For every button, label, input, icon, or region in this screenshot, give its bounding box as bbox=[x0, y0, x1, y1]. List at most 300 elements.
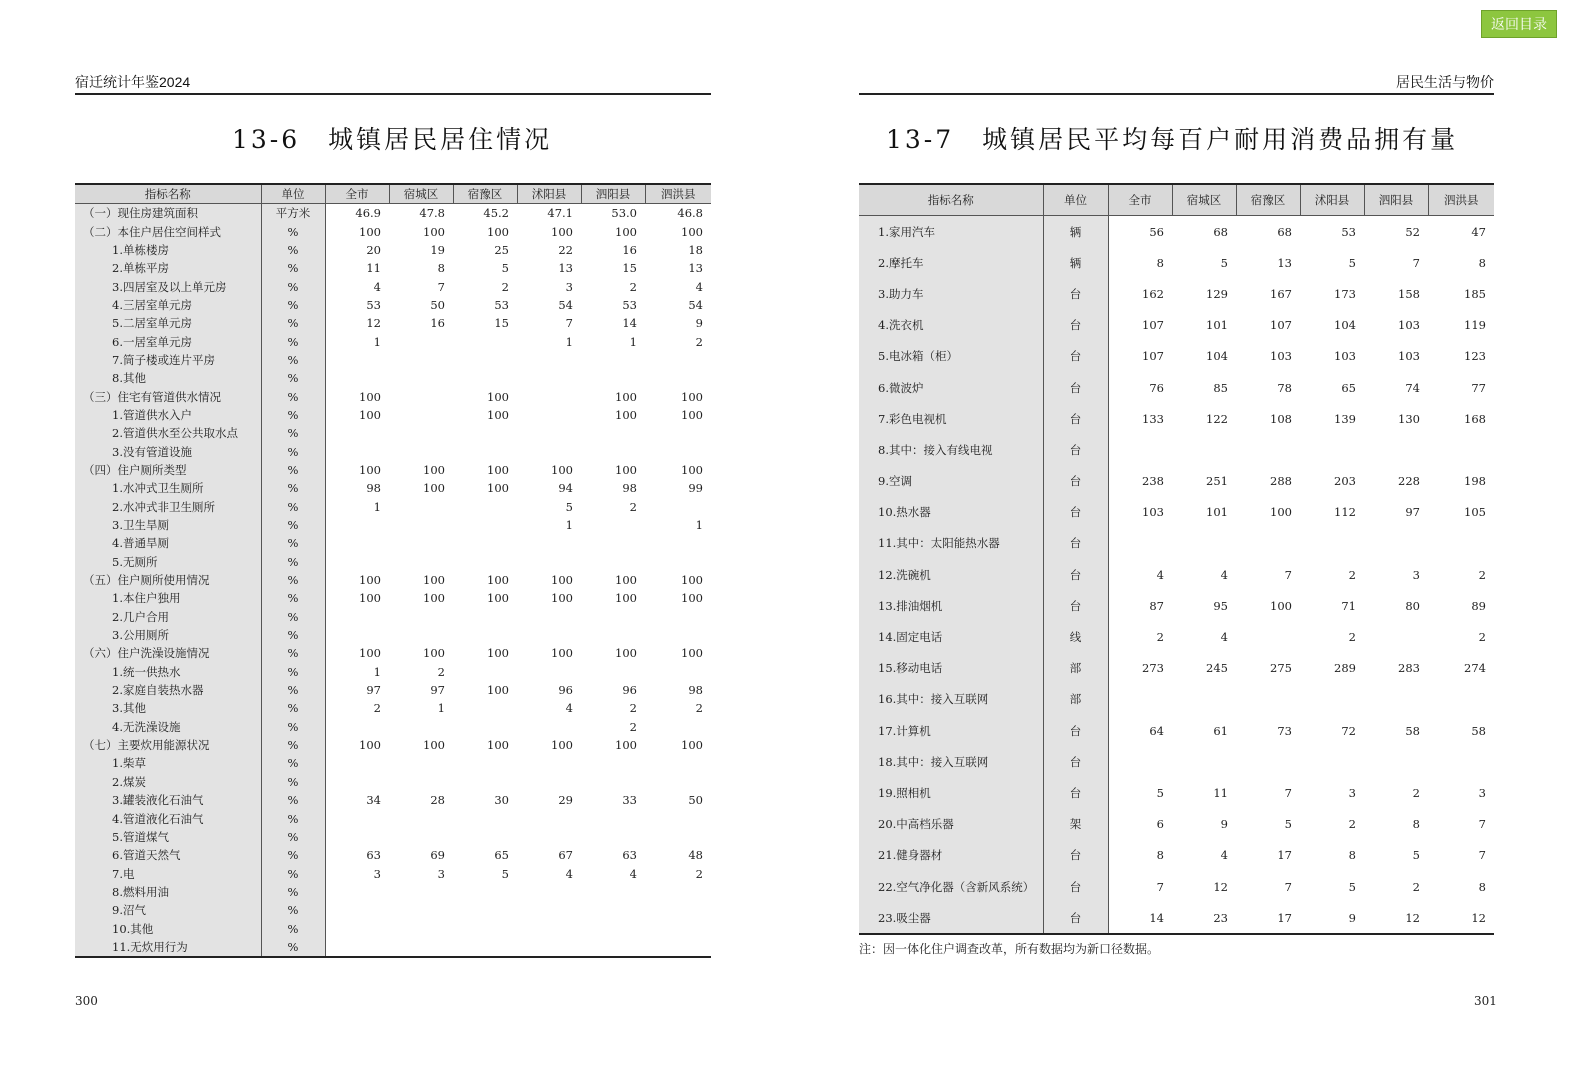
cell-value: 100 bbox=[359, 389, 381, 404]
row-label: 3.卫生旱厕 bbox=[75, 516, 261, 534]
cell-value bbox=[645, 828, 711, 846]
table-row bbox=[75, 332, 711, 350]
cell-value: 100 bbox=[423, 738, 445, 753]
cell-value bbox=[325, 608, 389, 626]
cell-value: 2 bbox=[695, 334, 703, 349]
row-unit: % bbox=[261, 314, 325, 332]
cell-value bbox=[325, 919, 389, 937]
table-row bbox=[859, 684, 1494, 715]
cell-value bbox=[581, 553, 645, 571]
cell-value bbox=[325, 516, 389, 534]
cell-value bbox=[645, 626, 711, 644]
cell-value: 4 bbox=[565, 866, 573, 881]
cell-value: 185 bbox=[1464, 286, 1486, 301]
cell-value: 9 bbox=[1220, 817, 1228, 832]
table-row bbox=[859, 840, 1494, 871]
cell-value bbox=[581, 809, 645, 827]
cell-value bbox=[325, 809, 389, 827]
row-unit: % bbox=[261, 809, 325, 827]
cell-value: 17 bbox=[1277, 848, 1292, 863]
table-row bbox=[75, 919, 711, 937]
cell-value bbox=[453, 663, 517, 681]
cell-value: 4 bbox=[373, 279, 381, 294]
cell-value: 47.8 bbox=[419, 206, 445, 221]
cell-value bbox=[517, 883, 581, 901]
cell-value bbox=[517, 718, 581, 736]
cell-value: 1 bbox=[373, 664, 381, 679]
column-header: 单位 bbox=[1043, 184, 1108, 216]
table-row bbox=[75, 828, 711, 846]
cell-value: 4 bbox=[1220, 630, 1228, 645]
cell-value: 100 bbox=[423, 573, 445, 588]
table-row bbox=[75, 498, 711, 516]
row-unit: % bbox=[261, 259, 325, 277]
cell-value: 107 bbox=[1142, 318, 1164, 333]
row-label: 4.普通旱厕 bbox=[75, 534, 261, 552]
cell-value: 8 bbox=[1156, 255, 1164, 270]
table-row bbox=[75, 222, 711, 240]
cell-value bbox=[325, 626, 389, 644]
cell-value: 273 bbox=[1142, 661, 1164, 676]
cell-value: 19 bbox=[430, 242, 445, 257]
cell-value bbox=[453, 828, 517, 846]
cell-value: 100 bbox=[681, 591, 703, 606]
cell-value bbox=[453, 919, 517, 937]
back-to-contents-button[interactable]: 返回目录 bbox=[1481, 10, 1557, 38]
table-row bbox=[75, 663, 711, 681]
cell-value bbox=[645, 442, 711, 460]
table-row bbox=[75, 351, 711, 369]
cell-value: 7 bbox=[1284, 785, 1292, 800]
cell-value: 100 bbox=[615, 573, 637, 588]
cell-value: 289 bbox=[1334, 661, 1356, 676]
cell-value: 100 bbox=[423, 591, 445, 606]
row-label: 1.本住户独用 bbox=[75, 589, 261, 607]
cell-value bbox=[1364, 684, 1428, 715]
column-header: 泗洪县 bbox=[1428, 184, 1494, 216]
cell-value bbox=[453, 369, 517, 387]
cell-value: 4 bbox=[695, 279, 703, 294]
row-label: 10.其他 bbox=[75, 919, 261, 937]
column-header: 宿城区 bbox=[389, 184, 453, 204]
cell-value bbox=[1428, 684, 1494, 715]
column-header: 全市 bbox=[325, 184, 389, 204]
cell-value bbox=[517, 424, 581, 442]
cell-value: 2 bbox=[695, 701, 703, 716]
cell-value: 58 bbox=[1471, 723, 1486, 738]
cell-value bbox=[645, 498, 711, 516]
row-label: 2.水冲式非卫生厕所 bbox=[75, 498, 261, 516]
cell-value: 100 bbox=[359, 591, 381, 606]
cell-value: 139 bbox=[1334, 411, 1356, 426]
cell-value bbox=[453, 718, 517, 736]
cell-value bbox=[1364, 746, 1428, 777]
row-unit: 台 bbox=[1043, 746, 1108, 777]
cell-value bbox=[389, 387, 453, 405]
cell-value bbox=[1300, 528, 1364, 559]
cell-value: 100 bbox=[681, 389, 703, 404]
cell-value: 14 bbox=[622, 316, 637, 331]
row-unit: 线 bbox=[1043, 621, 1108, 652]
row-unit: % bbox=[261, 332, 325, 350]
row-label: 23.吸尘器 bbox=[859, 902, 1043, 934]
cell-value: 89 bbox=[1471, 598, 1486, 613]
row-unit: % bbox=[261, 626, 325, 644]
cell-value bbox=[325, 754, 389, 772]
row-label: （三）住宅有管道供水情况 bbox=[75, 387, 261, 405]
cell-value: 100 bbox=[681, 407, 703, 422]
cell-value: 98 bbox=[622, 481, 637, 496]
table-row bbox=[75, 204, 711, 223]
table-row bbox=[75, 718, 711, 736]
cell-value bbox=[645, 663, 711, 681]
cell-value: 13 bbox=[558, 261, 573, 276]
cell-value bbox=[453, 938, 517, 957]
cell-value: 100 bbox=[615, 389, 637, 404]
cell-value bbox=[1108, 528, 1172, 559]
cell-value bbox=[645, 901, 711, 919]
cell-value: 6 bbox=[1156, 817, 1164, 832]
cell-value bbox=[389, 773, 453, 791]
table-row bbox=[75, 424, 711, 442]
column-header: 沭阳县 bbox=[517, 184, 581, 204]
cell-value: 100 bbox=[487, 591, 509, 606]
cell-value: 2 bbox=[373, 701, 381, 716]
row-label: 3.没有管道设施 bbox=[75, 442, 261, 460]
table-row bbox=[859, 902, 1494, 934]
table-row bbox=[75, 681, 711, 699]
cell-value: 50 bbox=[430, 297, 445, 312]
row-label: （五）住户厕所使用情况 bbox=[75, 571, 261, 589]
cell-value: 100 bbox=[615, 462, 637, 477]
cell-value: 69 bbox=[430, 848, 445, 863]
table-row bbox=[75, 479, 711, 497]
cell-value: 2 bbox=[1348, 567, 1356, 582]
row-label: 11.其中：太阳能热水器 bbox=[859, 528, 1043, 559]
table-row bbox=[75, 369, 711, 387]
cell-value: 5 bbox=[1348, 879, 1356, 894]
cell-value: 53 bbox=[622, 297, 637, 312]
table-row bbox=[75, 571, 711, 589]
cell-value: 2 bbox=[1412, 785, 1420, 800]
row-unit: % bbox=[261, 534, 325, 552]
cell-value: 1 bbox=[629, 334, 637, 349]
cell-value: 61 bbox=[1213, 723, 1228, 738]
cell-value: 30 bbox=[494, 793, 509, 808]
row-label: 15.移动电话 bbox=[859, 653, 1043, 684]
cell-value bbox=[1108, 746, 1172, 777]
cell-value: 7 bbox=[1478, 848, 1486, 863]
cell-value: 47 bbox=[1471, 224, 1486, 239]
column-header: 泗洪县 bbox=[645, 184, 711, 204]
row-label: 2.摩托车 bbox=[859, 247, 1043, 278]
cell-value: 100 bbox=[681, 738, 703, 753]
cell-value: 133 bbox=[1142, 411, 1164, 426]
cell-value: 100 bbox=[681, 646, 703, 661]
cell-value: 100 bbox=[487, 683, 509, 698]
cell-value bbox=[517, 901, 581, 919]
table-row bbox=[859, 746, 1494, 777]
cell-value bbox=[1108, 434, 1172, 465]
row-unit: % bbox=[261, 442, 325, 460]
cell-value: 100 bbox=[487, 462, 509, 477]
cell-value: 22 bbox=[558, 242, 573, 257]
row-label: 21.健身器材 bbox=[859, 840, 1043, 871]
row-unit: 架 bbox=[1043, 809, 1108, 840]
cell-value: 119 bbox=[1464, 318, 1486, 333]
cell-value bbox=[453, 332, 517, 350]
row-label: 1.管道供水入户 bbox=[75, 406, 261, 424]
cell-value bbox=[1300, 684, 1364, 715]
cell-value: 4 bbox=[565, 701, 573, 716]
row-label: 5.无厕所 bbox=[75, 553, 261, 571]
table-header-row bbox=[75, 184, 711, 204]
cell-value: 5 bbox=[1220, 255, 1228, 270]
cell-value: 53 bbox=[494, 297, 509, 312]
cell-value bbox=[389, 809, 453, 827]
cell-value: 100 bbox=[681, 573, 703, 588]
column-header: 指标名称 bbox=[859, 184, 1043, 216]
cell-value: 11 bbox=[1213, 785, 1228, 800]
cell-value: 108 bbox=[1270, 411, 1292, 426]
cell-value: 13 bbox=[1277, 255, 1292, 270]
cell-value: 46.8 bbox=[677, 206, 703, 221]
row-unit: % bbox=[261, 351, 325, 369]
row-unit: 平方米 bbox=[261, 204, 325, 223]
table-row bbox=[75, 736, 711, 754]
row-unit: 台 bbox=[1043, 310, 1108, 341]
table-row bbox=[859, 466, 1494, 497]
table-row bbox=[75, 754, 711, 772]
cell-value: 96 bbox=[558, 683, 573, 698]
row-unit: 台 bbox=[1043, 840, 1108, 871]
row-unit: % bbox=[261, 681, 325, 699]
table-row bbox=[75, 883, 711, 901]
row-unit: 台 bbox=[1043, 590, 1108, 621]
row-label: 16.其中：接入互联网 bbox=[859, 684, 1043, 715]
table-row bbox=[75, 259, 711, 277]
table-row bbox=[75, 442, 711, 460]
cell-value: 5 bbox=[565, 499, 573, 514]
cell-value: 94 bbox=[558, 481, 573, 496]
cell-value: 8 bbox=[1412, 817, 1420, 832]
row-label: 6.一居室单元房 bbox=[75, 332, 261, 350]
cell-value: 167 bbox=[1270, 286, 1292, 301]
cell-value: 100 bbox=[487, 573, 509, 588]
cell-value bbox=[1172, 746, 1236, 777]
table-row bbox=[75, 553, 711, 571]
cell-value: 3 bbox=[437, 866, 445, 881]
cell-value bbox=[325, 553, 389, 571]
row-label: 8.燃料用油 bbox=[75, 883, 261, 901]
cell-value: 5 bbox=[1348, 255, 1356, 270]
cell-value bbox=[389, 828, 453, 846]
row-unit: % bbox=[261, 864, 325, 882]
column-header: 宿豫区 bbox=[453, 184, 517, 204]
cell-value: 8 bbox=[1348, 848, 1356, 863]
row-label: （一）现住房建筑面积 bbox=[75, 204, 261, 223]
cell-value: 100 bbox=[615, 224, 637, 239]
cell-value: 8 bbox=[1478, 879, 1486, 894]
cell-value bbox=[453, 883, 517, 901]
cell-value bbox=[581, 773, 645, 791]
table-row bbox=[75, 461, 711, 479]
cell-value: 100 bbox=[487, 481, 509, 496]
cell-value: 95 bbox=[1213, 598, 1228, 613]
row-unit: % bbox=[261, 424, 325, 442]
row-label: 7.筒子楼或连片平房 bbox=[75, 351, 261, 369]
cell-value: 15 bbox=[494, 316, 509, 331]
cell-value: 2 bbox=[629, 499, 637, 514]
table-row bbox=[75, 644, 711, 662]
cell-value: 98 bbox=[366, 481, 381, 496]
cell-value bbox=[453, 516, 517, 534]
table-row bbox=[75, 589, 711, 607]
table-row bbox=[75, 699, 711, 717]
cell-value bbox=[389, 516, 453, 534]
cell-value bbox=[517, 442, 581, 460]
cell-value bbox=[645, 919, 711, 937]
cell-value bbox=[581, 938, 645, 957]
cell-value: 7 bbox=[1412, 255, 1420, 270]
cell-value: 100 bbox=[487, 738, 509, 753]
cell-value: 122 bbox=[1206, 411, 1228, 426]
cell-value: 29 bbox=[558, 793, 573, 808]
cell-value: 103 bbox=[1334, 349, 1356, 364]
row-label: 3.四居室及以上单元房 bbox=[75, 277, 261, 295]
cell-value bbox=[581, 424, 645, 442]
cell-value bbox=[453, 901, 517, 919]
row-unit: % bbox=[261, 589, 325, 607]
cell-value bbox=[645, 809, 711, 827]
cell-value: 47.1 bbox=[547, 206, 573, 221]
row-label: 1.统一供热水 bbox=[75, 663, 261, 681]
cell-value: 3 bbox=[565, 279, 573, 294]
table-row bbox=[859, 653, 1494, 684]
cell-value bbox=[517, 809, 581, 827]
cell-value: 173 bbox=[1334, 286, 1356, 301]
cell-value: 245 bbox=[1206, 661, 1228, 676]
cell-value bbox=[645, 351, 711, 369]
row-label: 17.计算机 bbox=[859, 715, 1043, 746]
cell-value bbox=[517, 626, 581, 644]
column-header: 指标名称 bbox=[75, 184, 261, 204]
cell-value bbox=[645, 883, 711, 901]
table-row bbox=[859, 310, 1494, 341]
cell-value: 18 bbox=[688, 242, 703, 257]
cell-value bbox=[325, 773, 389, 791]
column-header: 泗阳县 bbox=[581, 184, 645, 204]
cell-value bbox=[517, 919, 581, 937]
cell-value bbox=[453, 534, 517, 552]
row-label: 7.彩色电视机 bbox=[859, 403, 1043, 434]
row-label: 2.单栋平房 bbox=[75, 259, 261, 277]
cell-value: 5 bbox=[501, 866, 509, 881]
cell-value: 50 bbox=[688, 793, 703, 808]
cell-value: 68 bbox=[1213, 224, 1228, 239]
row-label: 4.无洗澡设施 bbox=[75, 718, 261, 736]
cell-value: 104 bbox=[1206, 349, 1228, 364]
cell-value: 78 bbox=[1277, 380, 1292, 395]
cell-value: 20 bbox=[366, 242, 381, 257]
cell-value: 104 bbox=[1334, 318, 1356, 333]
row-unit: 部 bbox=[1043, 684, 1108, 715]
cell-value: 3 bbox=[1478, 785, 1486, 800]
cell-value bbox=[453, 754, 517, 772]
row-unit: % bbox=[261, 387, 325, 405]
cell-value bbox=[517, 938, 581, 957]
cell-value: 98 bbox=[688, 683, 703, 698]
cell-value: 3 bbox=[1348, 785, 1356, 800]
row-label: 1.柴草 bbox=[75, 754, 261, 772]
cell-value: 74 bbox=[1405, 380, 1420, 395]
row-label: 22.空气净化器（含新风系统） bbox=[859, 871, 1043, 902]
row-label: 18.其中：接入互联网 bbox=[859, 746, 1043, 777]
cell-value: 238 bbox=[1142, 474, 1164, 489]
cell-value: 3 bbox=[1412, 567, 1420, 582]
cell-value: 96 bbox=[622, 683, 637, 698]
cell-value: 97 bbox=[430, 683, 445, 698]
cell-value bbox=[517, 406, 581, 424]
table-row bbox=[75, 406, 711, 424]
right-page bbox=[790, 0, 1587, 1077]
cell-value bbox=[1236, 528, 1300, 559]
row-unit: 台 bbox=[1043, 559, 1108, 590]
cell-value: 100 bbox=[615, 591, 637, 606]
cell-value bbox=[645, 534, 711, 552]
cell-value: 76 bbox=[1149, 380, 1164, 395]
cell-value: 100 bbox=[359, 462, 381, 477]
cell-value: 288 bbox=[1270, 474, 1292, 489]
cell-value bbox=[453, 442, 517, 460]
cell-value: 103 bbox=[1270, 349, 1292, 364]
cell-value bbox=[1428, 528, 1494, 559]
table-row bbox=[75, 773, 711, 791]
cell-value bbox=[325, 351, 389, 369]
row-unit: 台 bbox=[1043, 434, 1108, 465]
cell-value: 65 bbox=[1341, 380, 1356, 395]
cell-value: 97 bbox=[1405, 505, 1420, 520]
table-row bbox=[859, 809, 1494, 840]
table-row bbox=[859, 621, 1494, 652]
column-header: 沭阳县 bbox=[1300, 184, 1364, 216]
row-label: 6.微波炉 bbox=[859, 372, 1043, 403]
cell-value: 168 bbox=[1464, 411, 1486, 426]
cell-value bbox=[645, 754, 711, 772]
cell-value: 130 bbox=[1398, 411, 1420, 426]
table-row bbox=[859, 247, 1494, 278]
cell-value bbox=[1236, 621, 1300, 652]
cell-value: 100 bbox=[423, 462, 445, 477]
cell-value bbox=[517, 663, 581, 681]
row-unit: 台 bbox=[1043, 715, 1108, 746]
cell-value: 100 bbox=[551, 224, 573, 239]
row-unit: 台 bbox=[1043, 466, 1108, 497]
cell-value: 33 bbox=[622, 793, 637, 808]
cell-value: 7 bbox=[1284, 567, 1292, 582]
cell-value: 198 bbox=[1464, 474, 1486, 489]
cell-value: 97 bbox=[366, 683, 381, 698]
cell-value: 100 bbox=[615, 407, 637, 422]
cell-value bbox=[453, 498, 517, 516]
cell-value bbox=[389, 608, 453, 626]
row-label: 2.煤炭 bbox=[75, 773, 261, 791]
cell-value bbox=[645, 369, 711, 387]
cell-value bbox=[645, 608, 711, 626]
cell-value: 71 bbox=[1341, 598, 1356, 613]
cell-value: 1 bbox=[373, 334, 381, 349]
row-unit: % bbox=[261, 754, 325, 772]
